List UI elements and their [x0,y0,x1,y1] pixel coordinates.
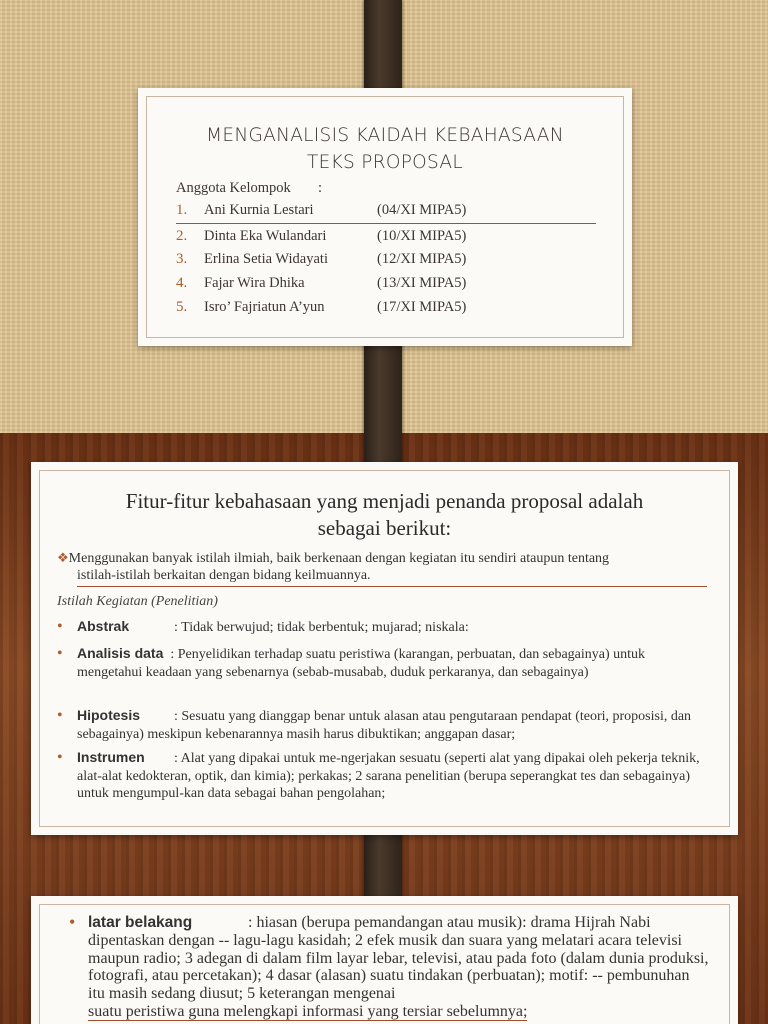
term-definition: : hiasan (berupa pemandangan atau musik): drama Hijrah Nabi dipentaskan dengan -- lagu-lagu kasidah; 2 efek musik dan suara yang melatari acara televisi maupun radio; 3 adegan di dalam film layar lebar, televisi, atau pada foto (dalam dunia produksi, fotografi, atau percetakan); 4 dasar (alasan) suatu tindakan (perbuatan); motif: -- pembunuhan itu masih sedang diusut; 5 keterangan mengenai [88,914,709,1003]
definition-slide-card [31,896,738,1024]
subheading: Istilah Kegiatan (Penelitian) [57,594,218,609]
title-line: MENGANALISIS KAIDAH KEBAHASAAN [206,125,564,146]
term-item [57,749,713,803]
member-name: Erlina Setia Widayati [204,251,328,267]
slide-title [71,488,698,542]
member-row [176,299,596,321]
bullet-icon: • [57,749,63,766]
member-row [176,251,596,273]
members-label [176,180,323,197]
member-number: 5. [176,299,188,315]
member-number: 4. [176,275,188,291]
term-keyword: Instrumen [77,749,145,765]
bullet-icon: • [57,707,63,724]
slide-title [158,122,612,176]
member-number: 2. [176,228,188,244]
intro-paragraph [57,549,713,587]
intro-line: istilah-istilah berkaitan dengan bidang keilmuannya. [77,567,707,587]
member-class: (12/XI MIPA5) [377,251,467,267]
bullet-icon: • [57,645,63,662]
member-class: (10/XI MIPA5) [377,228,467,244]
members-label-text: Anggota Kelompok [176,180,291,196]
member-row [176,275,596,297]
member-name: Fajar Wira Dhika [204,275,305,291]
term-keyword: Abstrak [77,618,130,634]
term-keyword: Hipotesis [77,707,141,723]
intro-line: Menggunakan banyak istilah ilmiah, baik berkenaan dengan kegiatan itu sendiri ataupun tentang [68,551,610,566]
member-name: Isro’ Fajriatun A’yun [204,299,325,315]
bullet-icon: • [57,618,63,635]
member-name: Ani Kurnia Lestari [204,202,314,218]
title-line: sebagai berikut: [317,516,452,540]
member-row [176,228,596,250]
term-item [57,645,713,681]
term-definition: : Penyelidikan terhadap suatu peristiwa (karangan, perbuatan, dan sebagainya) untuk mengetahui keadaan yang sebenarnya (sebab-musabab, duduk perkaranya, dan sebagainya) [77,647,646,680]
term-keyword: latar belakang [88,914,193,931]
term-definition: : Tidak berwujud; tidak berbentuk; mujarad; niskala: [174,620,469,635]
title-slide-card [138,88,632,346]
term-definition-last-line: suatu peristiwa guna melengkapi informasi yang tersiar sebelumnya; [88,1002,528,1020]
term-definition: : Sesuatu yang dianggap benar untuk alasan atau pengutaraan pendapat (teori, proposisi, dan sebagainya) meskipun kebenarannya masih harus dibuktikan; anggapan dasar; [77,709,692,742]
member-number: 3. [176,251,188,267]
member-class: (04/XI MIPA5) [377,202,467,218]
term-keyword: Analisis data [77,645,164,661]
term-item [57,618,713,637]
term-definition: : Alat yang dipakai untuk me-ngerjakan sesuatu (seperti alat yang dipakai oleh pekerja teknik, alat-alat kedokteran, optik, dan kimia); perkakas; 2 sarana penelitian (berupa seperangkat tes dan sebagainya) untuk mengumpul-kan data sebagai bahan pengolahan; [77,751,700,801]
term-item [57,707,713,743]
member-row [176,202,596,224]
features-slide-card [31,462,738,835]
title-line: Fitur-fitur kebahasaan yang menjadi penanda proposal adalah [125,489,644,513]
bullet-icon: • [69,912,76,932]
member-class: (13/XI MIPA5) [377,275,467,291]
member-number: 1. [176,202,188,218]
term-item [69,914,709,1021]
members-label-colon: : [318,180,323,196]
diamond-bullet-icon: ❖ [57,550,69,565]
title-line: TEKS PROPOSAL [307,152,463,173]
hanging-strap [364,330,402,475]
member-name: Dinta Eka Wulandari [204,228,327,244]
member-class: (17/XI MIPA5) [377,299,467,315]
